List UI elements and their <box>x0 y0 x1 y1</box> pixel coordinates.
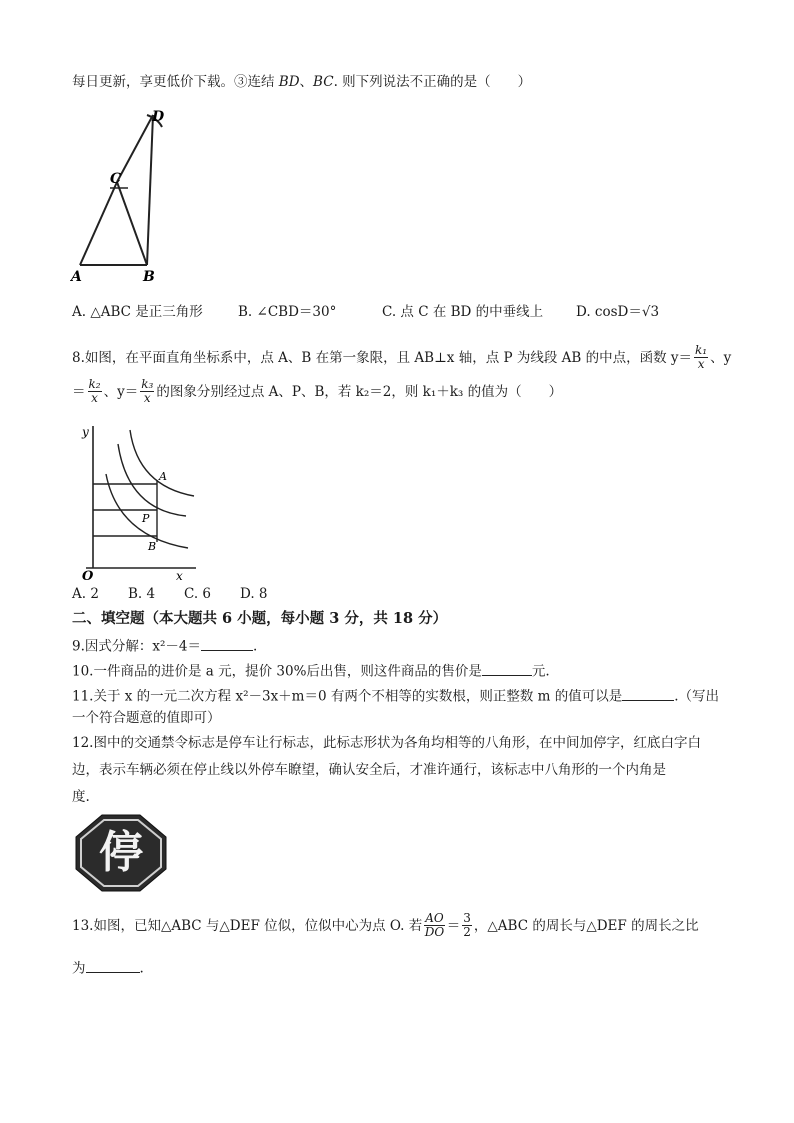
q8-line1-tail: 、y <box>710 349 732 366</box>
sqrt-3: √3 <box>641 304 660 320</box>
q8-line2-mid: 、y＝ <box>103 383 139 400</box>
do: DO <box>424 925 445 940</box>
curve-k3 <box>130 430 194 496</box>
question-10 <box>72 661 550 680</box>
curve-k1 <box>106 474 188 548</box>
hyperbola-figure <box>76 418 202 580</box>
segment-bd: BD <box>278 74 300 90</box>
fraction-k3-over-x <box>140 378 154 405</box>
q8-line2-suffix: 的图象分别经过点 A、P、B，若 k₂＝2，则 k₁＋k₃ 的值为（ ） <box>156 383 563 400</box>
q8-option-c: C. 6 <box>184 586 212 602</box>
q8-option-d: D. 8 <box>240 586 268 602</box>
segment-cd <box>117 115 153 182</box>
q10-tail: 元. <box>531 663 550 680</box>
fraction-3-over-2 <box>462 912 472 939</box>
q8-line1-text: 8.如图，在平面直角坐标系中，点 A、B 在第一象限，且 AB⊥x 轴，点 P 为线段 AB 的中点，函数 y＝ <box>72 349 693 366</box>
q13-tail: . <box>139 960 144 977</box>
q7-option-c: C. 点 C 在 BD 的中垂线上 <box>382 304 544 320</box>
label-a: A <box>159 470 167 483</box>
label-b: B <box>148 540 157 553</box>
label-d: D <box>152 109 165 125</box>
q9-answer-blank[interactable] <box>201 636 253 651</box>
q10-text: 10.一件商品的进价是 a 元，提价 30%后出售，则这件商品的售价是 <box>72 663 482 680</box>
segment-bc: BC <box>313 74 334 90</box>
q13-suffix: ，△ABC 的周长与△DEF 的周长之比 <box>473 917 699 934</box>
k1: k₁ <box>695 343 708 357</box>
x-denominator: x <box>697 357 705 372</box>
q9-text: 9.因式分解：x²－4＝ <box>72 638 201 655</box>
label-c: C <box>110 171 122 187</box>
question-13-line-1 <box>72 912 699 939</box>
stop-sign-character: 停 <box>99 826 143 878</box>
x-denominator: x <box>143 391 151 406</box>
fraction-ao-over-do <box>424 912 445 939</box>
label-a: A <box>71 269 82 285</box>
question-12-line-2: 边，表示车辆必须在停止线以外停车瞭望，确认安全后，才准许通行，该标志中八角形的一个内角是 <box>72 762 666 778</box>
curve-k2 <box>118 444 186 516</box>
q8-option-a: A. 2 <box>72 586 99 602</box>
fraction-k2-over-x <box>88 378 102 405</box>
question-11-line-2: 一个符合题意的值即可） <box>72 710 221 726</box>
q13-equals: ＝ <box>446 917 461 934</box>
question-9 <box>72 636 257 655</box>
label-p: P <box>142 512 150 525</box>
q13-line2: 为 <box>72 960 86 977</box>
q13-prefix: 13.如图，已知△ABC 与△DEF 位似，位似中心为点 O. 若 <box>72 917 423 934</box>
question-8-line-2 <box>72 378 562 405</box>
separator: 、 <box>299 74 314 90</box>
q9-tail: . <box>253 638 258 655</box>
stop-sign-image <box>75 814 167 892</box>
q8-option-b: B. 4 <box>128 586 156 602</box>
denominator-2: 2 <box>463 925 471 940</box>
segment-ac <box>80 182 117 265</box>
k2: k₂ <box>88 377 101 391</box>
question-7-prefix: 每日更新，享更低价下载。③连结 <box>72 74 275 90</box>
k3: k₃ <box>141 377 154 391</box>
label-o: O <box>82 569 94 580</box>
label-b: B <box>143 269 155 285</box>
section-2-title: 二、填空题（本大题共 6 小题，每小题 3 分，共 18 分） <box>72 610 448 627</box>
ao: AO <box>425 911 444 925</box>
q11-text: 11.关于 x 的一元二次方程 x²－3x＋m＝0 有两个不相等的实数根，则正整数 m 的值可以是 <box>72 688 623 705</box>
numerator-3: 3 <box>463 911 471 925</box>
question-8-line-1 <box>72 344 731 371</box>
question-7-stem <box>72 74 531 90</box>
question-11-line-1 <box>72 686 719 705</box>
q7-option-d-text: D. cosD＝ <box>576 304 642 320</box>
label-y: y <box>82 425 89 439</box>
q11-tail: .（写出 <box>674 688 720 705</box>
q7-option-b: B. ∠CBD＝30° <box>238 304 337 320</box>
x-denominator: x <box>91 391 98 406</box>
q7-option-a: A. △ABC 是正三角形 <box>72 304 203 320</box>
question-7-suffix: . 则下列说法不正确的是（ ） <box>333 74 532 90</box>
segment-bd <box>147 115 153 265</box>
q13-answer-blank[interactable] <box>86 958 140 973</box>
q7-option-d <box>576 304 659 320</box>
q11-answer-blank[interactable] <box>622 686 674 701</box>
q10-answer-blank[interactable] <box>482 661 532 676</box>
q8-line2-prefix: ＝ <box>72 383 86 400</box>
question-12-line-1: 12.图中的交通禁令标志是停车让行标志，此标志形状为各角均相等的八角形，在中间加停字，红底白字白 <box>72 735 701 751</box>
triangle-figure <box>70 105 180 287</box>
question-12-line-3: 度. <box>72 789 90 805</box>
question-13-line-2 <box>72 958 144 977</box>
fraction-k1-over-x <box>694 344 708 371</box>
label-x: x <box>176 569 183 580</box>
segment-cb <box>117 182 147 265</box>
